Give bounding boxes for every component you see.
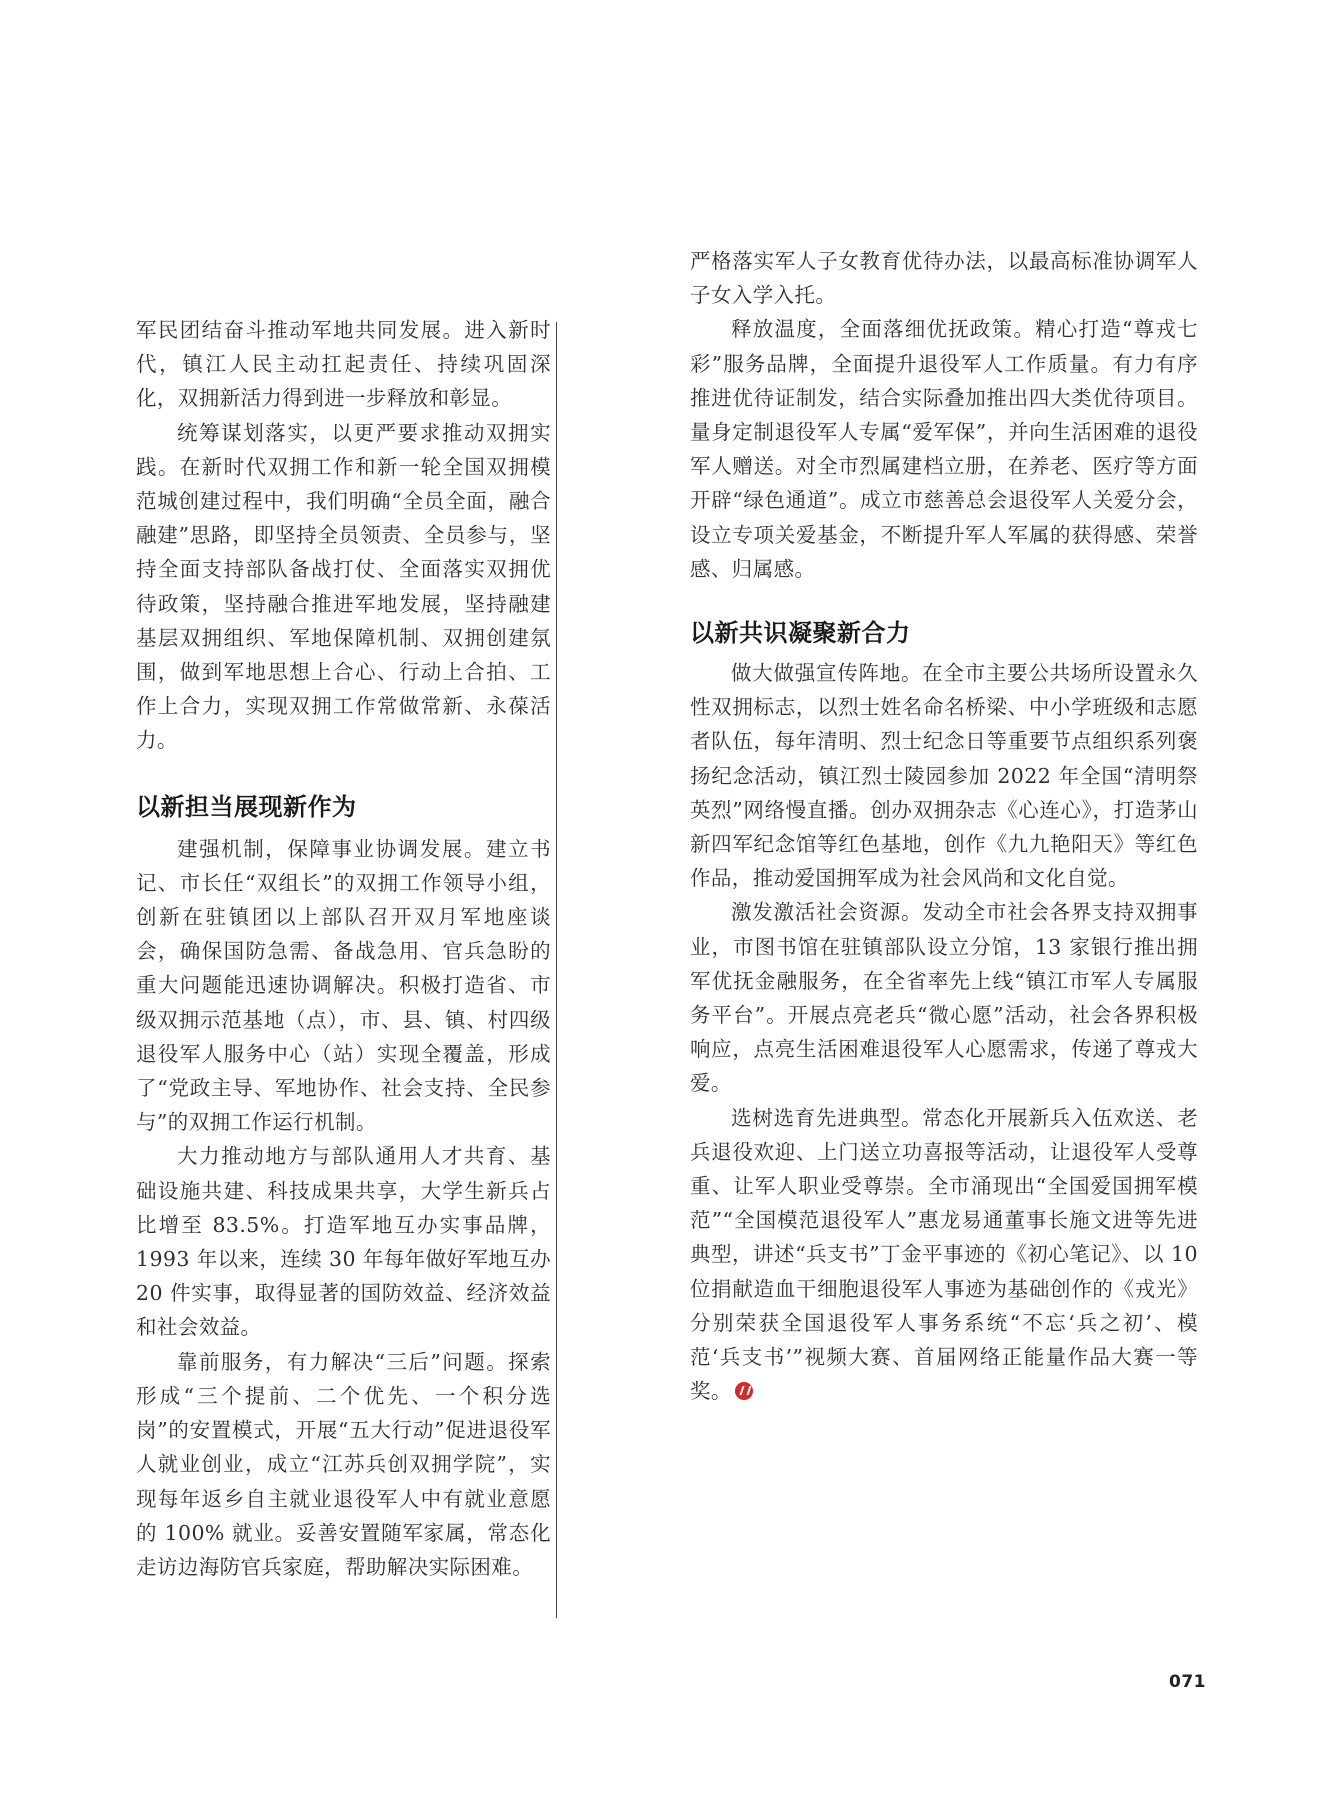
right-column xyxy=(690,244,1198,1409)
left-paragraph-5: 靠前服务，有力解决“三后”问题。探索形成“三个提前、二个优先、一个积分选岗”的安置模式，开展“五大行动”促进退役军人就业创业，成立“江苏兵创双拥学院”，实现每年返乡自主就业退役军人中有就业意愿的 100% 就业。妥善安置随军家属，常态化走访边海防官兵家庭，帮助解决实际困难。 xyxy=(136,1349,551,1579)
left-paragraph-3: 建强机制，保障事业协调发展。建立书记、市长任“双组长”的双拥工作领导小组，创新在驻镇团以上部队召开双月军地座谈会，确保国防急需、备战急用、官兵急盼的重大问题能迅速协调解决。积极打造省、市级双拥示范基地（点），市、县、镇、村四级退役军人服务中心（站）实现全覆盖，形成了“党政主导、军地协作、社会支持、全民参与”的双拥工作运行机制。 xyxy=(136,836,551,1135)
column-divider xyxy=(556,322,557,1618)
section-heading-new-responsibility: 以新担当展现新作为 xyxy=(136,792,357,821)
right-paragraph-1: 严格落实军人子女教育优待办法，以最高标准协调军人子女入学入托。 xyxy=(690,249,1198,308)
article-end-mark-icon xyxy=(735,1382,753,1400)
left-paragraph-1: 军民团结奋斗推动军地共同发展。进入新时代，镇江人民主动扛起责任、持续巩固深化，双拥新活力得到进一步释放和彰显。 xyxy=(136,318,551,411)
left-paragraph-2: 统筹谋划落实，以更严要求推动双拥实践。在新时代双拥工作和新一轮全国双拥模范城创建过程中，我们明确“全员全面，融合融建”思路，即坚持全员领责、全员参与，坚持全面支持部队备战打仗、全面落实双拥优待政策，坚持融合推进军地发展，坚持融建基层双拥组织、军地保障机制、双拥创建氛围，做到军地思想上合心、行动上合拍、工作上合力，实现双拥工作常做常新、永葆活力。 xyxy=(136,420,551,753)
section-heading-new-consensus: 以新共识凝聚新合力 xyxy=(690,619,911,648)
left-column xyxy=(136,313,551,1584)
right-paragraph-5-wrap xyxy=(690,1101,1198,1409)
page-number: 071 xyxy=(1169,1672,1206,1692)
right-paragraph-3: 做大做强宣传阵地。在全市主要公共场所设置永久性双拥标志，以烈士姓名命名桥梁、中小学班级和志愿者队伍，每年清明、烈士纪念日等重要节点组织系列褒扬纪念活动，镇江烈士陵园参加 2022 年全国“清明祭英烈”网络慢直播。创办双拥杂志《心连心》，打造茅山新四军纪念馆等红色基地，创作《九九艳阳天》等红色作品，推动爱国拥军成为社会风尚和文化自觉。 xyxy=(690,661,1198,891)
right-paragraph-5: 选树选育先进典型。常态化开展新兵入伍欢送、老兵退役欢迎、上门送立功喜报等活动，让退役军人受尊重、让军人职业受尊崇。全市涌现出“全国爱国拥军模范”“全国模范退役军人”惠龙易通董事长施文进等先进典型，讲述“兵支书”丁金平事迹的《初心笔记》、以 10 位捐献造血干细胞退役军人事迹为基础创作的《戎光》分别荣获全国退役军人事务系统“不忘‘兵之初’、模范‘兵支书’”视频大赛、首届网络正能量作品大赛一等奖。 xyxy=(690,1105,1198,1404)
right-paragraph-4: 激发激活社会资源。发动全市社会各界支持双拥事业，市图书馆在驻镇部队设立分馆，13 家银行推出拥军优抚金融服务，在全省率先上线“镇江市军人专属服务平台”。开展点亮老兵“微心愿”活动，社会各界积极响应，点亮生活困难退役军人心愿需求，传递了尊戎大爱。 xyxy=(690,900,1198,1096)
left-paragraph-4: 大力推动地方与部队通用人才共育、基础设施共建、科技成果共享，大学生新兵占比增至 83.5%。打造军地互办实事品牌，1993 年以来，连续 30 年每年做好军地互办 20 件实事，取得显著的国防效益、经济效益和社会效益。 xyxy=(136,1144,551,1340)
right-paragraph-2: 释放温度，全面落细优抚政策。精心打造“尊戎七彩”服务品牌，全面提升退役军人工作质量。有力有序推进优待证制发，结合实际叠加推出四大类优待项目。量身定制退役军人专属“爱军保”，并向生活困难的退役军人赠送。对全市烈属建档立册，在养老、医疗等方面开辟“绿色通道”。成立市慈善总会退役军人关爱分会，设立专项关爱基金，不断提升军人军属的获得感、荣誉感、归属感。 xyxy=(690,317,1198,581)
